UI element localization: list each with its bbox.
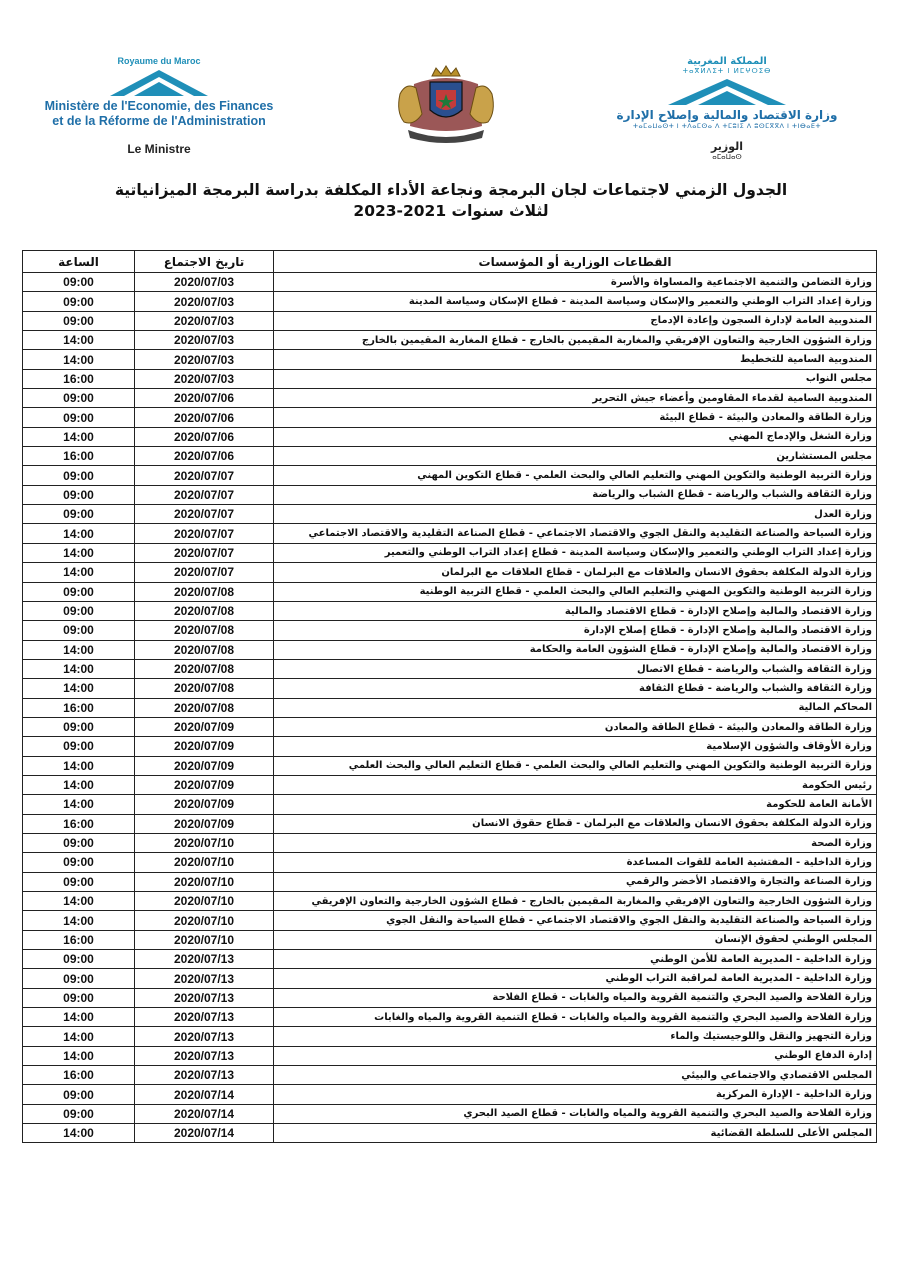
date-cell: 2020/07/13 (135, 988, 274, 1007)
date-cell: 2020/07/14 (135, 1124, 274, 1143)
table-row (23, 292, 877, 311)
table-row (23, 447, 877, 466)
table-body (23, 273, 877, 1143)
date-cell: 2020/07/06 (135, 389, 274, 408)
time-cell: 09:00 (23, 872, 135, 891)
time-cell: 14:00 (23, 1124, 135, 1143)
sector-cell: المندوبية السامية لقدماء المقاومين وأعضاء جيش التحرير (274, 389, 877, 408)
time-cell: 14:00 (23, 350, 135, 369)
sector-cell: وزارة الشغل والإدماج المهني (274, 427, 877, 446)
table-row (23, 698, 877, 717)
table-row (23, 950, 877, 969)
table-row (23, 1046, 877, 1065)
sector-cell: وزارة الفلاحة والصيد البحري والتنمية القروية والمياه والغابات - قطاع الفلاحة (274, 988, 877, 1007)
sector-cell: وزارة الاقتصاد والمالية وإصلاح الإدارة - قطاع الاقتصاد والمالية (274, 601, 877, 620)
time-cell: 09:00 (23, 833, 135, 852)
date-cell: 2020/07/03 (135, 350, 274, 369)
time-cell: 14:00 (23, 1046, 135, 1065)
date-cell: 2020/07/09 (135, 775, 274, 794)
table-row (23, 466, 877, 485)
date-cell: 2020/07/07 (135, 466, 274, 485)
date-cell: 2020/07/09 (135, 795, 274, 814)
table-row (23, 582, 877, 601)
table-row (23, 717, 877, 736)
time-cell: 09:00 (23, 273, 135, 292)
table-row (23, 311, 877, 330)
time-cell: 09:00 (23, 505, 135, 524)
sector-cell: وزارة الأوقاف والشؤون الإسلامية (274, 737, 877, 756)
table-row (23, 911, 877, 930)
date-cell: 2020/07/13 (135, 950, 274, 969)
table-row (23, 892, 877, 911)
time-cell: 14:00 (23, 911, 135, 930)
sector-cell: المندوبية السامية للتخطيط (274, 350, 877, 369)
minister-label-tifinagh: ⴰⵎⴰⵡⴰⵙ (712, 153, 742, 161)
sector-cell: وزارة الداخلية - المفتشية العامة للقوات المساعدة (274, 853, 877, 872)
date-cell: 2020/07/03 (135, 292, 274, 311)
table-row (23, 756, 877, 775)
date-cell: 2020/07/10 (135, 911, 274, 930)
time-cell: 16:00 (23, 698, 135, 717)
date-cell: 2020/07/10 (135, 930, 274, 949)
sector-cell: وزارة الثقافة والشباب والرياضة - قطاع الثقافة (274, 679, 877, 698)
time-cell: 14:00 (23, 1027, 135, 1046)
column-header-date: تاريخ الاجتماع (135, 251, 274, 273)
date-cell: 2020/07/03 (135, 273, 274, 292)
ministry-name-fr-1: Ministère de l'Economie, des Finances (44, 99, 274, 113)
time-cell: 14:00 (23, 640, 135, 659)
time-cell: 14:00 (23, 892, 135, 911)
time-cell: 14:00 (23, 756, 135, 775)
time-cell: 09:00 (23, 292, 135, 311)
table-row (23, 930, 877, 949)
table-row (23, 640, 877, 659)
sector-cell: إدارة الدفاع الوطني (274, 1046, 877, 1065)
table-row (23, 969, 877, 988)
sector-cell: وزارة إعداد التراب الوطني والتعمير والإسكان وسياسة المدينة - قطاع الإسكان وسياسة المدينة (274, 292, 877, 311)
table-row (23, 563, 877, 582)
sector-cell: وزارة التضامن والتنمية الاجتماعية والمساواة والأسرة (274, 273, 877, 292)
table-row (23, 273, 877, 292)
sector-cell: وزارة إعداد التراب الوطني والتعمير والإسكان وسياسة المدينة - قطاع إعداد التراب الوطني والتعمير (274, 543, 877, 562)
sector-cell: وزارة الشؤون الخارجية والتعاون الإفريقي والمغاربة المقيمين بالخارج - قطاع المغاربة المقيمين بالخارج (274, 331, 877, 350)
ministry-roof-icon-ar (662, 77, 792, 107)
table-row (23, 988, 877, 1007)
time-cell: 16:00 (23, 369, 135, 388)
sector-cell: وزارة الثقافة والشباب والرياضة - قطاع الاتصال (274, 659, 877, 678)
kingdom-label-fr: Royaume du Maroc (117, 56, 201, 66)
date-cell: 2020/07/14 (135, 1085, 274, 1104)
date-cell: 2020/07/09 (135, 737, 274, 756)
date-cell: 2020/07/07 (135, 485, 274, 504)
time-cell: 09:00 (23, 988, 135, 1007)
time-cell: 09:00 (23, 1104, 135, 1123)
table-row (23, 1104, 877, 1123)
table-row (23, 350, 877, 369)
table-row (23, 408, 877, 427)
time-cell: 14:00 (23, 659, 135, 678)
table-row (23, 427, 877, 446)
minister-label-ar: الوزير (710, 140, 744, 153)
date-cell: 2020/07/13 (135, 1066, 274, 1085)
sector-cell: وزارة التجهيز والنقل واللوجيستيك والماء (274, 1027, 877, 1046)
date-cell: 2020/07/13 (135, 1008, 274, 1027)
sector-cell: وزارة الداخلية - المديرية العامة لمراقبة التراب الوطني (274, 969, 877, 988)
table-row (23, 737, 877, 756)
sector-cell: وزارة العدل (274, 505, 877, 524)
title-line-1: الجدول الزمني لاجتماعات لجان البرمجة ونجاعة الأداء المكلفة بدراسة البرمجة الميزانياتية (114, 181, 788, 199)
sector-cell: وزارة الطاقة والمعادن والبيئة - قطاع الطاقة والمعادن (274, 717, 877, 736)
table-row (23, 389, 877, 408)
table-row (23, 621, 877, 640)
sector-cell: وزارة الطاقة والمعادن والبيئة - قطاع البيئة (274, 408, 877, 427)
sector-cell: المجلس الاقتصادي والاجتماعي والبيئي (274, 1066, 877, 1085)
time-cell: 16:00 (23, 1066, 135, 1085)
time-cell: 09:00 (23, 853, 135, 872)
date-cell: 2020/07/08 (135, 659, 274, 678)
date-cell: 2020/07/07 (135, 505, 274, 524)
time-cell: 09:00 (23, 582, 135, 601)
sector-cell: وزارة الثقافة والشباب والرياضة - قطاع الشباب والرياضة (274, 485, 877, 504)
date-cell: 2020/07/07 (135, 524, 274, 543)
time-cell: 09:00 (23, 389, 135, 408)
time-cell: 09:00 (23, 717, 135, 736)
time-cell: 14:00 (23, 1008, 135, 1027)
title-line-2: لثلاث سنوات 2021-2023 (353, 202, 549, 220)
date-cell: 2020/07/13 (135, 1027, 274, 1046)
time-cell: 16:00 (23, 447, 135, 466)
date-cell: 2020/07/14 (135, 1104, 274, 1123)
sector-cell: وزارة التربية الوطنية والتكوين المهني والتعليم العالي والبحث العلمي - قطاع التربية الوطنية (274, 582, 877, 601)
sector-cell: وزارة السياحة والصناعة التقليدية والنقل الجوي والاقتصاد الاجتماعي - قطاع الصناعة التقليدية والاقتصاد الاجتماعي (274, 524, 877, 543)
date-cell: 2020/07/06 (135, 408, 274, 427)
sector-cell: وزارة الشؤون الخارجية والتعاون الإفريقي والمغاربة المقيمين بالخارج - قطاع الشؤون الخارجية والتعاون الإفريقي (274, 892, 877, 911)
date-cell: 2020/07/13 (135, 1046, 274, 1065)
table-row (23, 872, 877, 891)
sector-cell: وزارة الفلاحة والصيد البحري والتنمية القروية والمياه والغابات - قطاع الصيد البحري (274, 1104, 877, 1123)
table-row (23, 524, 877, 543)
date-cell: 2020/07/09 (135, 814, 274, 833)
date-cell: 2020/07/06 (135, 427, 274, 446)
table-header-row (23, 251, 877, 273)
minister-label-fr: Le Ministre (127, 142, 191, 156)
meeting-schedule-table (22, 250, 877, 1143)
date-cell: 2020/07/09 (135, 717, 274, 736)
time-cell: 16:00 (23, 814, 135, 833)
table-row (23, 775, 877, 794)
table-row (23, 814, 877, 833)
ministry-name-tifinagh: ⵜⴰⵎⴰⵡⴰⵙⵜ ⵏ ⵜⴷⴰⵎⵙⴰ ⴷ ⵜⵎⵓⵏⵉ ⴷ ⵓⵙⵎⴳⴳⴷ ⵏ ⵜⵏⴱⴰⴹⵜ (632, 122, 822, 130)
table-row (23, 543, 877, 562)
sector-cell: وزارة الدولة المكلفة بحقوق الانسان والعلاقات مع البرلمان - قطاع حقوق الانسان (274, 814, 877, 833)
time-cell: 16:00 (23, 930, 135, 949)
table-row (23, 1008, 877, 1027)
sector-cell: وزارة الاقتصاد والمالية وإصلاح الإدارة - قطاع إصلاح الإدارة (274, 621, 877, 640)
time-cell: 14:00 (23, 775, 135, 794)
sector-cell: الأمانة العامة للحكومة (274, 795, 877, 814)
time-cell: 14:00 (23, 795, 135, 814)
time-cell: 14:00 (23, 331, 135, 350)
time-cell: 09:00 (23, 969, 135, 988)
date-cell: 2020/07/07 (135, 563, 274, 582)
sector-cell: المجلس الأعلى للسلطة القضائية (274, 1124, 877, 1143)
sector-cell: رئيس الحكومة (274, 775, 877, 794)
time-cell: 14:00 (23, 524, 135, 543)
date-cell: 2020/07/03 (135, 311, 274, 330)
table-row (23, 1085, 877, 1104)
table-row (23, 1027, 877, 1046)
ministry-name-ar: وزارة الاقتصاد والمالية وإصلاح الإدارة (616, 108, 838, 122)
sector-cell: وزارة الدولة المكلفة بحقوق الانسان والعلاقات مع البرلمان - قطاع العلاقات مع البرلمان (274, 563, 877, 582)
date-cell: 2020/07/08 (135, 640, 274, 659)
table-row (23, 853, 877, 872)
sector-cell: وزارة الفلاحة والصيد البحري والتنمية القروية والمياه والغابات - قطاع التنمية القروية والمياه والغابات (274, 1008, 877, 1027)
time-cell: 09:00 (23, 621, 135, 640)
date-cell: 2020/07/08 (135, 582, 274, 601)
date-cell: 2020/07/10 (135, 853, 274, 872)
ministry-logo-fr (44, 56, 274, 156)
date-cell: 2020/07/07 (135, 543, 274, 562)
time-cell: 14:00 (23, 563, 135, 582)
sector-cell: وزارة الصحة (274, 833, 877, 852)
date-cell: 2020/07/08 (135, 679, 274, 698)
document-title (40, 180, 862, 222)
sector-cell: مجلس المستشارين (274, 447, 877, 466)
date-cell: 2020/07/10 (135, 872, 274, 891)
sector-cell: وزارة الصناعة والتجارة والاقتصاد الأخضر والرقمي (274, 872, 877, 891)
time-cell: 09:00 (23, 601, 135, 620)
table-row (23, 505, 877, 524)
ministry-roof-icon (104, 68, 214, 98)
sector-cell: مجلس النواب (274, 369, 877, 388)
table-row (23, 795, 877, 814)
time-cell: 09:00 (23, 950, 135, 969)
column-header-time: الساعة (23, 251, 135, 273)
time-cell: 09:00 (23, 311, 135, 330)
column-header-sector: القطاعات الوزارية أو المؤسسات (274, 251, 877, 273)
time-cell: 14:00 (23, 543, 135, 562)
table-row (23, 601, 877, 620)
date-cell: 2020/07/09 (135, 756, 274, 775)
sector-cell: وزارة الاقتصاد والمالية وإصلاح الإدارة - قطاع الشؤون العامة والحكامة (274, 640, 877, 659)
date-cell: 2020/07/10 (135, 833, 274, 852)
time-cell: 14:00 (23, 427, 135, 446)
date-cell: 2020/07/08 (135, 601, 274, 620)
date-cell: 2020/07/03 (135, 369, 274, 388)
table-row (23, 1066, 877, 1085)
sector-cell: المندوبية العامة لإدارة السجون وإعادة الإدماج (274, 311, 877, 330)
sector-cell: المجلس الوطني لحقوق الإنسان (274, 930, 877, 949)
sector-cell: وزارة الداخلية - الإدارة المركزية (274, 1085, 877, 1104)
table-row (23, 679, 877, 698)
time-cell: 09:00 (23, 485, 135, 504)
sector-cell: وزارة التربية الوطنية والتكوين المهني والتعليم العالي والبحث العلمي - قطاع التكوين المهني (274, 466, 877, 485)
sector-cell: وزارة السياحة والصناعة التقليدية والنقل الجوي والاقتصاد الاجتماعي - قطاع السياحة والنقل الجوي (274, 911, 877, 930)
moroccan-coat-of-arms-icon (386, 64, 506, 144)
sector-cell: وزارة الداخلية - المديرية العامة للأمن الوطني (274, 950, 877, 969)
kingdom-label-tifinagh: ⵜⴰⴳⵍⴷⵉⵜ ⵏ ⵍⵎⵖⵔⵉⴱ (682, 67, 772, 75)
sector-cell: المحاكم المالية (274, 698, 877, 717)
table-row (23, 833, 877, 852)
table-row (23, 1124, 877, 1143)
time-cell: 09:00 (23, 737, 135, 756)
time-cell: 14:00 (23, 679, 135, 698)
kingdom-label-ar: المملكة المغربية (687, 56, 767, 67)
date-cell: 2020/07/06 (135, 447, 274, 466)
date-cell: 2020/07/08 (135, 698, 274, 717)
table-row (23, 659, 877, 678)
table-row (23, 485, 877, 504)
ministry-name-fr-2: et de la Réforme de l'Administration (52, 114, 266, 128)
date-cell: 2020/07/13 (135, 969, 274, 988)
ministry-logo-ar (602, 56, 852, 166)
table-row (23, 331, 877, 350)
table-row (23, 369, 877, 388)
time-cell: 09:00 (23, 408, 135, 427)
time-cell: 09:00 (23, 1085, 135, 1104)
date-cell: 2020/07/10 (135, 892, 274, 911)
time-cell: 09:00 (23, 466, 135, 485)
sector-cell: وزارة التربية الوطنية والتكوين المهني والتعليم العالي والبحث العلمي - قطاع التعليم العالي والبحث العلمي (274, 756, 877, 775)
date-cell: 2020/07/08 (135, 621, 274, 640)
date-cell: 2020/07/03 (135, 331, 274, 350)
